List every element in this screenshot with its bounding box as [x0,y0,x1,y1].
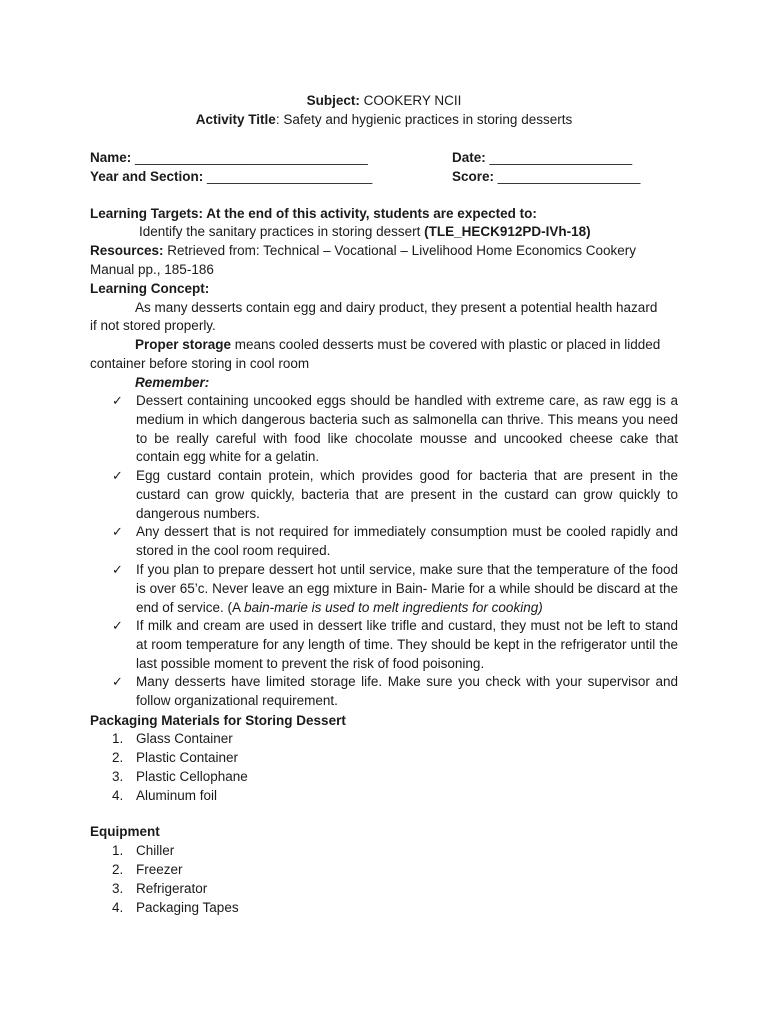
name-label: Name: [90,150,132,165]
packaging-item-number: 3. [112,769,124,784]
learning-targets-heading: Learning Targets: At the end of this activity, students are expected to: [90,206,537,221]
check-icon: ✓ [112,468,123,483]
equipment-item: Chiller [136,843,175,858]
concept-para2-line1 [135,336,678,355]
check-icon: ✓ [112,674,123,689]
remember-bullet: Many desserts have limited storage life. Make sure you check with your supervisor and follow organizational requirement. [136,674,678,708]
subject-value: COOKERY NCII [359,93,462,108]
concept-para2-line2: container before storing in cool room [90,356,310,371]
activity-title-value: : Safety and hygienic practices in storing desserts [275,112,573,127]
remember-bullet: Egg custard contain protein, which provides good for bacteria that are present in the custard can grow quickly, bacteria that are present in the custard can grow quickly to dangerous numbers. [136,468,678,521]
subject-line [0,92,768,111]
remember-bullet [136,561,678,617]
remember-bullet: Dessert containing uncooked eggs should be handled with extreme care, as raw egg is a medium in which dangerous bacteria such as salmonella can thrive. This means you need to be really careful with food like chocolate mousse and uncooked cheese cake that contain egg white for a gelatin. [136,393,678,465]
concept-para1-line2: if not stored properly. [90,318,216,333]
remember-heading: Remember: [135,375,210,390]
resources-label: Resources: [90,243,164,258]
equipment-item-number: 3. [112,881,124,896]
subject-label: Subject: [306,93,360,108]
packaging-item-number: 1. [112,731,124,746]
learning-target-code: (TLE_HECK912PD-IVh-18) [424,224,591,239]
remember-bullet-text: If you plan to prepare dessert hot until service, make sure that the temperature of the food is over 65’c. Never leave an egg mixture in Bain- Marie for a while should be discard at the end of service. (A [136,562,678,615]
packaging-item-number: 2. [112,750,124,765]
learning-concept-heading: Learning Concept: [90,281,210,296]
equipment-item: Packaging Tapes [136,900,239,915]
date-blank: ___________________ [485,150,633,165]
equipment-item: Refrigerator [136,881,208,896]
remember-bullet: If milk and cream are used in dessert like trifle and custard, they must not be left to stand at room temperature for any length of time. They should be kept in the refrigerator until the last possible moment to prevent the risk of food poisoning. [136,618,678,671]
activity-title-line [0,111,768,130]
name-field [90,149,368,168]
year-section-field [90,168,372,187]
packaging-item: Aluminum foil [136,788,218,803]
equipment-heading: Equipment [90,824,160,839]
learning-target-item [139,223,679,242]
equipment-item-number: 2. [112,862,124,877]
packaging-item: Plastic Container [136,750,239,765]
year-section-blank: ______________________ [203,169,373,184]
resources-line [90,242,678,261]
learning-target-text: Identify the sanitary practices in storing dessert [139,224,425,239]
packaging-item: Plastic Cellophane [136,769,248,784]
year-section-label: Year and Section: [90,169,204,184]
score-field [452,168,640,187]
check-icon: ✓ [112,524,123,539]
resources-text: Retrieved from: Technical – Vocational – Livelihood Home Economics Cookery [163,243,637,258]
bain-marie-note: bain-marie is used to melt ingredients for cooking) [244,599,543,615]
equipment-item-number: 1. [112,843,124,858]
equipment-item-number: 4. [112,900,124,915]
check-icon: ✓ [112,618,123,633]
activity-title-label: Activity Title [195,112,276,127]
equipment-item: Freezer [136,862,183,877]
concept-para1-line1: As many desserts contain egg and dairy product, they present a potential health hazard [135,300,658,315]
name-blank: _______________________________ [131,150,368,165]
date-field [452,149,632,168]
check-icon: ✓ [112,562,123,577]
proper-storage-term: Proper storage [135,337,232,352]
remember-bullet: Any dessert that is not required for immediately consumption must be cooled rapidly and stored in the cool room required. [136,524,678,558]
packaging-item-number: 4. [112,788,124,803]
packaging-item: Glass Container [136,731,233,746]
packaging-heading: Packaging Materials for Storing Dessert [90,713,346,728]
proper-storage-definition: means cooled desserts must be covered with plastic or placed in lidded [231,337,661,352]
check-icon: ✓ [112,393,123,408]
score-label: Score: [452,169,495,184]
resources-line-2: Manual pp., 185-186 [90,262,214,277]
score-blank: ___________________ [494,169,641,184]
date-label: Date: [452,150,486,165]
